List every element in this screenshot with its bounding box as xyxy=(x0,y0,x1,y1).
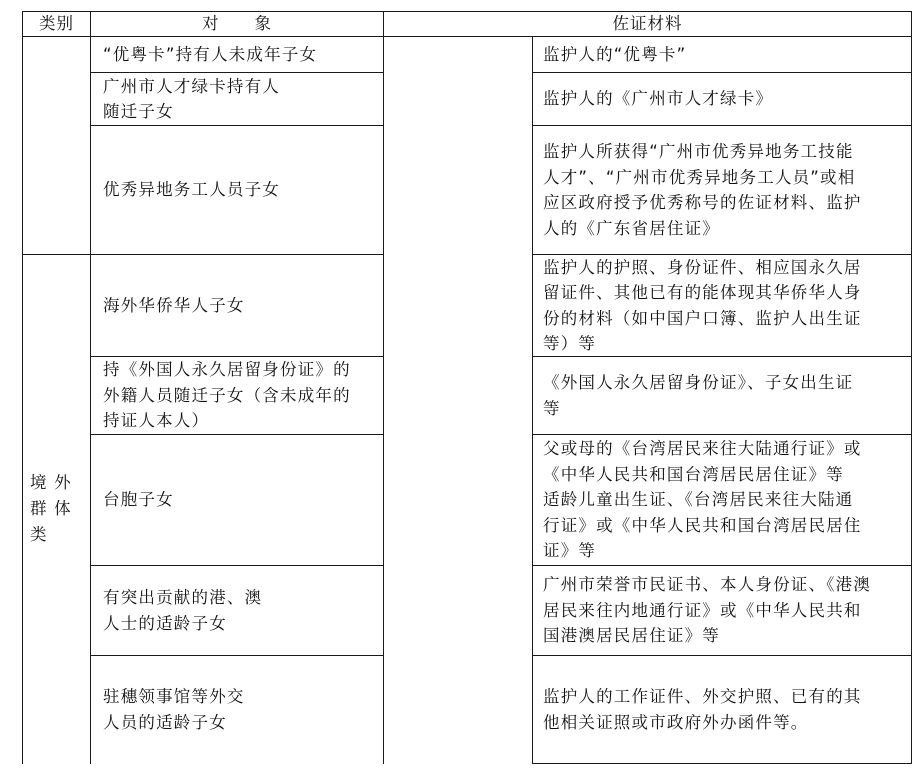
header-evidence: 佐证材料 xyxy=(612,14,683,34)
evidence-cell: 监护人的护照、身份证件、相应国永久居 留证件、其他已有的能体现其华侨华人身 份的材料（如中国户口簿、监护人出生证 等）等 xyxy=(543,257,862,353)
header-object: 对 象 xyxy=(202,14,272,34)
evidence-cell: 监护人的工作证件、外交护照、已有的其 他相关证照或市政府外办函件等。 xyxy=(543,687,862,732)
evidence-cell: 广州市荣誉市民证书、本人身份证、《港澳 居民来往内地通行证》或《中华人民共和 国港澳居民居住证》等 xyxy=(543,575,872,646)
evidence-cell: 监护人的《广州市人才绿卡》 xyxy=(543,89,774,109)
object-cell: 驻穗领事馆等外交 人员的适龄子女 xyxy=(103,687,245,732)
category-cell-overseas: 境 外 群 体 类 xyxy=(30,473,72,544)
object-cell: 广州市人才绿卡持有人 随迁子女 xyxy=(103,76,280,121)
object-cell: 台胞子女 xyxy=(103,490,174,510)
table-border-right xyxy=(911,11,912,764)
object-cell: 持《外国人永久居留身份证》的 外籍人员随迁子女（含未成年的 持证人本人） xyxy=(103,360,351,431)
evidence-cell: 《外国人永久居留身份证》、子女出生证 等 xyxy=(543,373,854,418)
table-border-bottom xyxy=(532,763,912,764)
evidence-cell: 监护人所获得“广州市优秀异地务工技能 人才”、“广州市优秀异地务工人员”或相 应区政府授予优秀称号的佐证材料、监护 人的《广东省居住证》 xyxy=(543,142,862,238)
evidence-cell: 监护人的“优粤卡” xyxy=(543,44,687,64)
evidence-cell: 父或母的《台湾居民来往大陆通行证》或 《中华人民共和国台湾居民居住证》等 适龄儿童出生证、《台湾居民来往大陆通 行证》或《中华人民共和国台湾居民居住 证》等 xyxy=(543,439,862,561)
object-cell: 优秀异地务工人员子女 xyxy=(103,180,280,200)
object-cell: 海外华侨华人子女 xyxy=(103,295,245,315)
category-column-divider xyxy=(90,11,91,764)
evidence-column-divider xyxy=(532,36,533,764)
table-border-left xyxy=(22,11,23,764)
category-cell xyxy=(30,37,86,254)
object-cell: “优粤卡”持有人未成年子女 xyxy=(103,44,318,64)
object-cell: 有突出贡献的港、澳 人士的适龄子女 xyxy=(103,588,263,633)
header-category: 类别 xyxy=(39,14,74,34)
